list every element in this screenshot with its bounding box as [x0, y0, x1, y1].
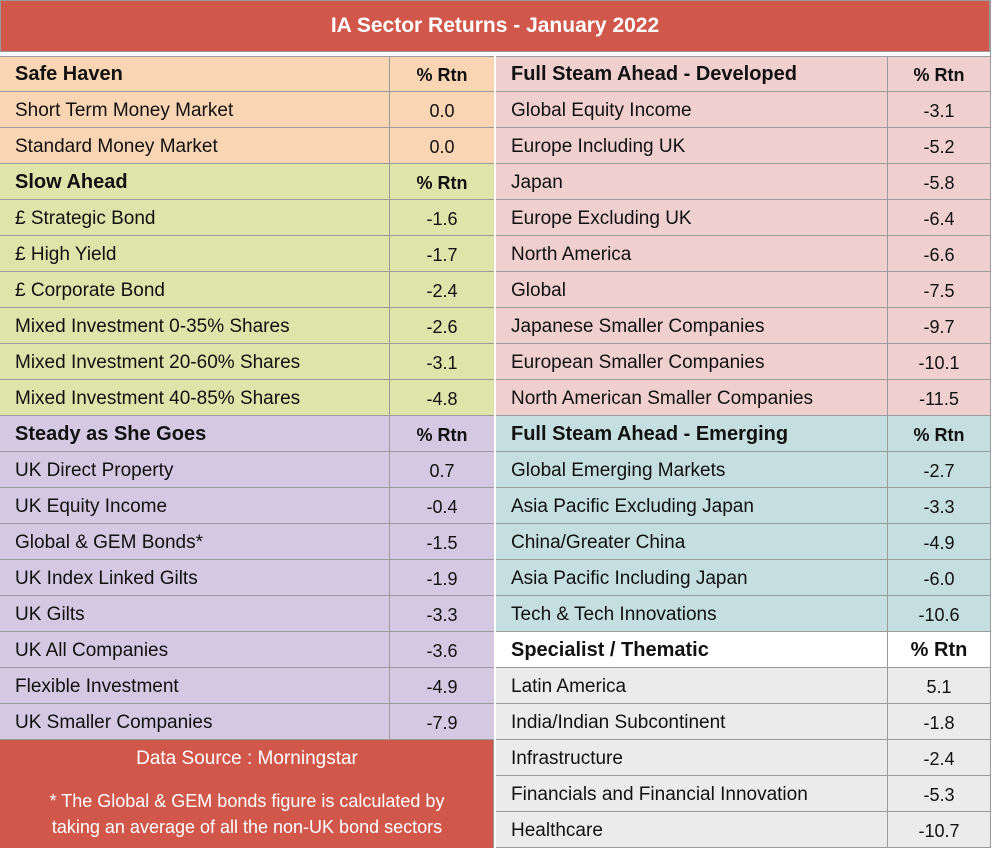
- table-row: [496, 812, 990, 848]
- return-column-label: % Rtn: [416, 65, 468, 85]
- sector-name: Europe Excluding UK: [496, 200, 888, 235]
- return-column-label: % Rtn: [416, 425, 468, 445]
- sector-return: 5.1: [926, 677, 952, 697]
- sector-return: -6.6: [923, 245, 955, 265]
- sector-return: -2.7: [923, 461, 955, 481]
- table-row: [0, 524, 494, 560]
- table-row: [0, 272, 494, 308]
- table-row: [496, 128, 990, 164]
- return-column-label: % Rtn: [416, 173, 468, 193]
- section-heading: Safe Haven: [0, 57, 390, 91]
- sector-name: Flexible Investment: [0, 668, 390, 703]
- section-header-full-steam-ahead-emerging: [496, 416, 990, 452]
- sector-name: UK Direct Property: [0, 452, 390, 487]
- sector-return: -5.3: [923, 785, 955, 805]
- sector-return: 0.0: [429, 137, 455, 157]
- sector-name: Mixed Investment 40-85% Shares: [0, 380, 390, 415]
- right-column: [496, 56, 990, 848]
- section-heading: Specialist / Thematic: [496, 632, 888, 667]
- footnote-line-1: * The Global & GEM bonds figure is calculated by: [49, 791, 445, 811]
- sector-return: 0.7: [429, 461, 455, 481]
- table-row: [496, 776, 990, 812]
- table-row: [0, 668, 494, 704]
- sector-return: -6.4: [923, 209, 955, 229]
- sector-return: -4.9: [426, 677, 458, 697]
- table-row: [496, 452, 990, 488]
- footer-box: [0, 740, 494, 848]
- sector-return: -9.7: [923, 317, 955, 337]
- table-row: [496, 740, 990, 776]
- sector-return: -1.9: [426, 569, 458, 589]
- sector-name: India/Indian Subcontinent: [496, 704, 888, 739]
- section-header-specialist-thematic: [496, 632, 990, 668]
- sector-return: -3.6: [426, 641, 458, 661]
- table-row: [0, 92, 494, 128]
- sector-return: -3.3: [426, 605, 458, 625]
- sector-name: Short Term Money Market: [0, 92, 390, 127]
- section-heading: Slow Ahead: [0, 164, 390, 199]
- table-row: [496, 308, 990, 344]
- sector-name: Global Equity Income: [496, 92, 888, 127]
- return-column-label: % Rtn: [910, 639, 968, 661]
- table-row: [496, 560, 990, 596]
- sector-return: -10.1: [918, 353, 960, 373]
- table-row: [0, 128, 494, 164]
- sector-return: -7.5: [923, 281, 955, 301]
- sector-name: Global & GEM Bonds*: [0, 524, 390, 559]
- sector-name: £ Corporate Bond: [0, 272, 390, 307]
- sector-name: Asia Pacific Including Japan: [496, 560, 888, 595]
- section-header-full-steam-ahead-developed: [496, 56, 990, 92]
- table-row: [496, 272, 990, 308]
- table-row: [0, 560, 494, 596]
- section-heading: Steady as She Goes: [0, 416, 390, 451]
- sector-name: UK Index Linked Gilts: [0, 560, 390, 595]
- table-row: [496, 488, 990, 524]
- table-row: [0, 632, 494, 668]
- table-row: [0, 236, 494, 272]
- table-row: [496, 380, 990, 416]
- table-row: [0, 344, 494, 380]
- sector-name: Global: [496, 272, 888, 307]
- table-row: [496, 596, 990, 632]
- sector-name: Global Emerging Markets: [496, 452, 888, 487]
- sector-name: UK Gilts: [0, 596, 390, 631]
- sector-name: Infrastructure: [496, 740, 888, 775]
- sector-return: -11.5: [919, 389, 959, 409]
- table-row: [496, 524, 990, 560]
- footnote-line-2: taking an average of all the non-UK bond sectors: [51, 817, 443, 837]
- sector-name: North America: [496, 236, 888, 271]
- table-row: [0, 596, 494, 632]
- table-row: [0, 704, 494, 740]
- table-row: [496, 668, 990, 704]
- sector-return: -4.9: [923, 533, 955, 553]
- sector-return: -1.7: [426, 245, 458, 265]
- sector-name: Europe Including UK: [496, 128, 888, 163]
- table-row: [0, 452, 494, 488]
- sector-return: -2.4: [426, 281, 458, 301]
- table-row: [0, 380, 494, 416]
- sector-return: -2.4: [923, 749, 955, 769]
- sector-return: -10.6: [918, 605, 960, 625]
- sector-name: Japan: [496, 164, 888, 199]
- sector-name: UK All Companies: [0, 632, 390, 667]
- sector-return: 0.0: [429, 101, 455, 121]
- sector-name: Healthcare: [496, 812, 888, 847]
- return-column-label: % Rtn: [913, 65, 965, 85]
- table-row: [0, 308, 494, 344]
- sector-name: Mixed Investment 20-60% Shares: [0, 344, 390, 379]
- sector-return: -1.8: [923, 713, 955, 733]
- sector-name: Latin America: [496, 668, 888, 703]
- sector-name: Tech & Tech Innovations: [496, 596, 888, 631]
- section-heading: Full Steam Ahead - Developed: [496, 57, 888, 91]
- table-right-border: [990, 0, 991, 848]
- table-row: [0, 488, 494, 524]
- sector-return: -2.6: [426, 317, 458, 337]
- table-row: [496, 704, 990, 740]
- sector-name: European Smaller Companies: [496, 344, 888, 379]
- sector-return: -3.1: [923, 101, 955, 121]
- sector-name: Financials and Financial Innovation: [496, 776, 888, 811]
- section-header-safe-haven: [0, 56, 494, 92]
- table-row: [496, 164, 990, 200]
- table-row: [496, 92, 990, 128]
- sector-name: UK Smaller Companies: [0, 704, 390, 739]
- sector-name: Mixed Investment 0-35% Shares: [0, 308, 390, 343]
- sector-return: -5.2: [923, 137, 955, 157]
- table-title: IA Sector Returns - January 2022: [0, 0, 990, 52]
- sector-name: UK Equity Income: [0, 488, 390, 523]
- sector-return: -10.7: [918, 821, 960, 841]
- data-source-text: Data Source : Morningstar: [136, 748, 358, 769]
- table-row: [496, 236, 990, 272]
- sector-return: -1.5: [426, 533, 458, 553]
- section-heading: Full Steam Ahead - Emerging: [496, 416, 888, 451]
- return-column-label: % Rtn: [913, 425, 965, 445]
- sector-name: £ Strategic Bond: [0, 200, 390, 235]
- footnote: [0, 788, 494, 840]
- left-column: [0, 56, 494, 740]
- sector-name: Japanese Smaller Companies: [496, 308, 888, 343]
- table-row: [0, 200, 494, 236]
- sector-return: -3.1: [426, 353, 458, 373]
- sector-name: £ High Yield: [0, 236, 390, 271]
- sector-return: -4.8: [426, 389, 458, 409]
- sector-return: -5.8: [923, 173, 955, 193]
- sector-return: -3.3: [923, 497, 955, 517]
- section-header-steady-as-she-goes: [0, 416, 494, 452]
- table-row: [496, 344, 990, 380]
- table-row: [496, 200, 990, 236]
- section-header-slow-ahead: [0, 164, 494, 200]
- sector-return: -6.0: [923, 569, 955, 589]
- sector-name: China/Greater China: [496, 524, 888, 559]
- sector-name: Asia Pacific Excluding Japan: [496, 488, 888, 523]
- sector-return: -0.4: [426, 497, 458, 517]
- sector-return: -1.6: [426, 209, 458, 229]
- sector-name: North American Smaller Companies: [496, 380, 888, 415]
- sector-return: -7.9: [426, 713, 458, 733]
- sector-name: Standard Money Market: [0, 128, 390, 163]
